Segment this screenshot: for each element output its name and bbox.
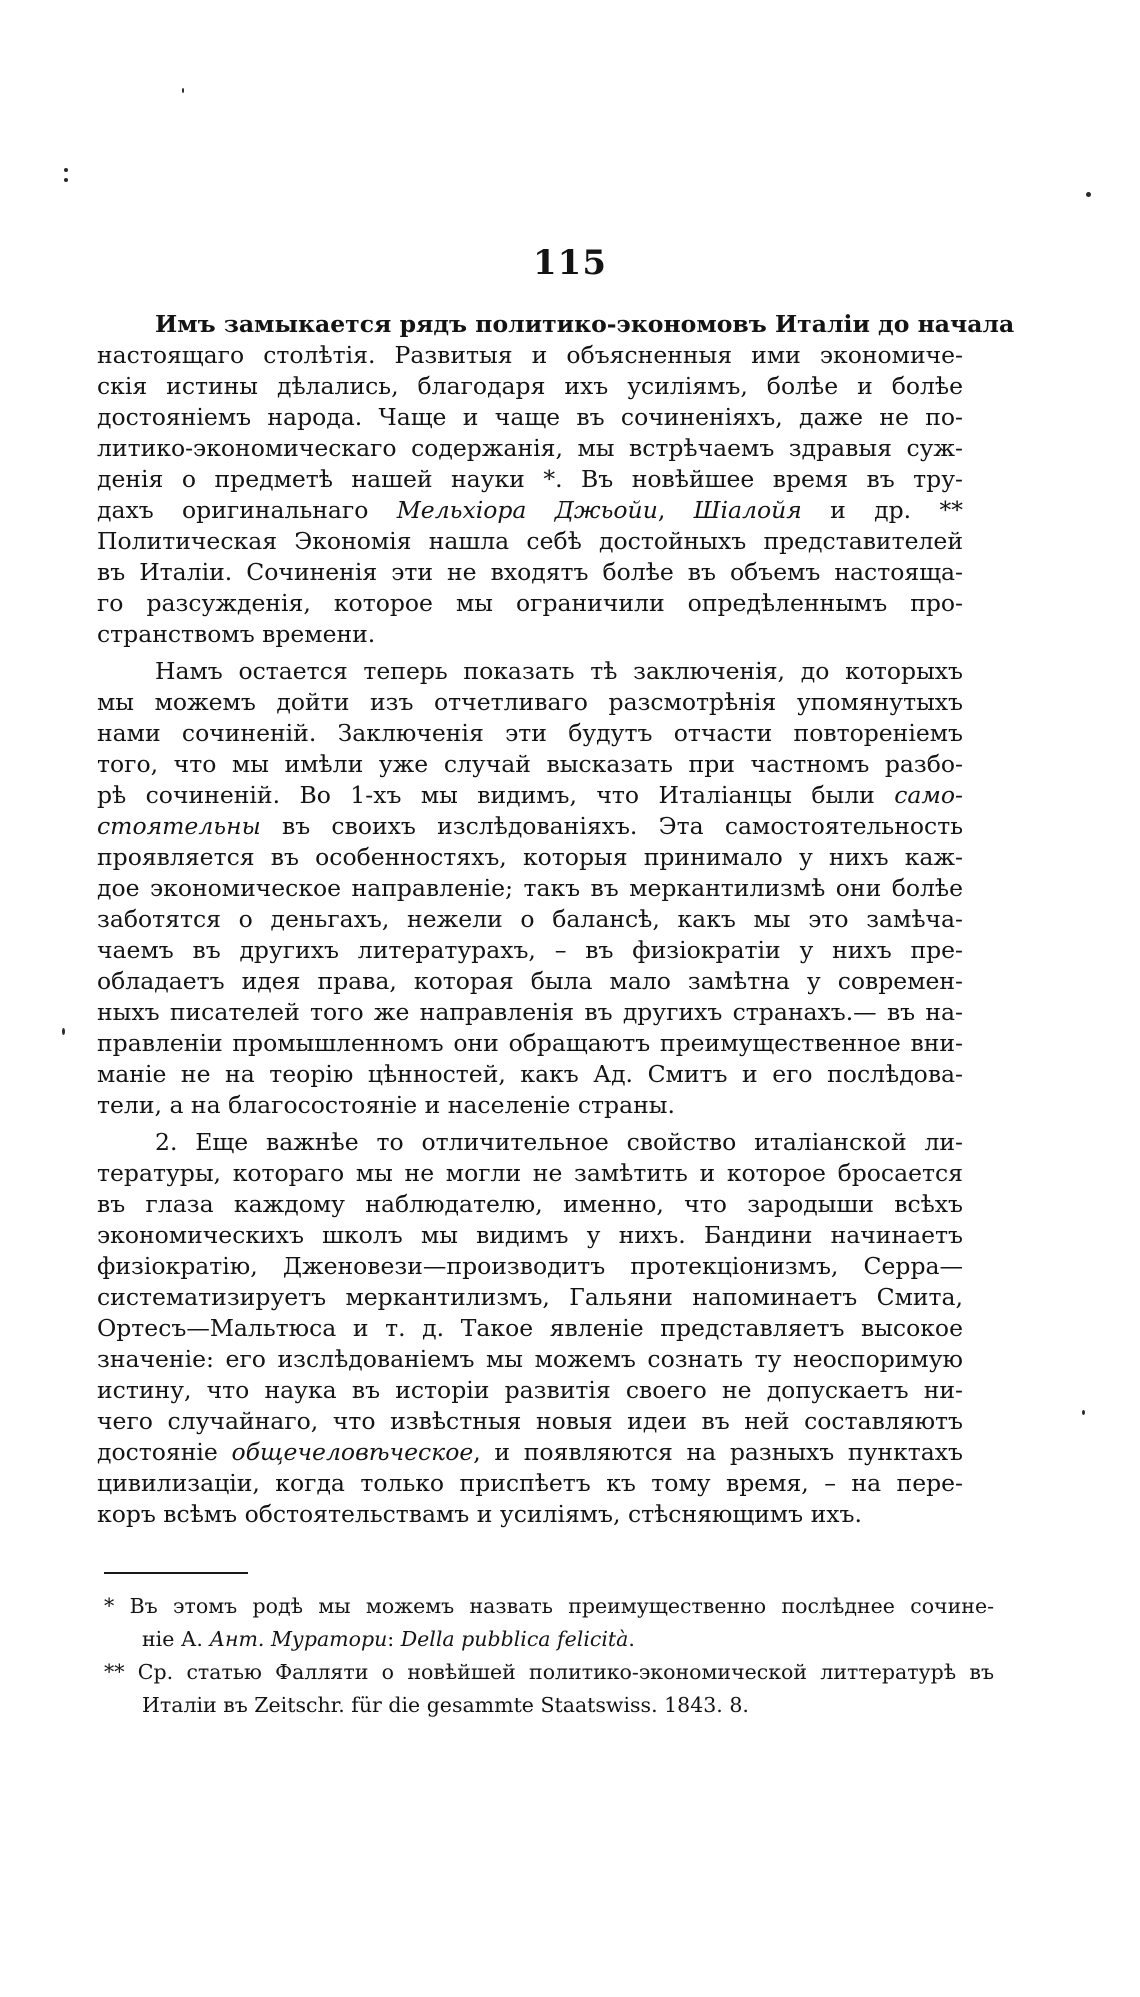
- text-fragment: достояніе: [97, 1438, 232, 1466]
- text-fragment: :: [387, 1627, 401, 1651]
- text-line: коръ всѣмъ обстоятельствамъ и усиліямъ, стѣсняющимъ ихъ.: [97, 1500, 862, 1528]
- text-fragment: ,: [657, 496, 694, 524]
- text-line: того, что мы имѣли уже случай высказать при частномъ разбо-: [97, 750, 963, 778]
- text-fragment: дахъ оригинальнаго: [97, 496, 397, 524]
- text-line: го разсужденія, которое мы ограничили опредѣленнымъ про-: [97, 589, 963, 617]
- scan-speck: [182, 88, 184, 93]
- text-line: правленіи промышленномъ они обращаютъ преимущественное вни-: [97, 1029, 963, 1057]
- text-line: [97, 811, 963, 842]
- text-line: дое экономическое направленіе; такъ въ меркантилизмѣ они болѣе: [97, 874, 963, 902]
- scan-speck: [1086, 192, 1091, 197]
- page-number: 115: [533, 243, 607, 283]
- text-line: обладаетъ идея права, которая была мало замѣтна у современ-: [97, 967, 963, 995]
- text-line: тели, а на благосостояніе и населеніе страны.: [97, 1091, 675, 1119]
- emphasized-word: общечеловѣческое: [231, 1438, 474, 1466]
- footnote-line: [104, 1623, 994, 1656]
- text-line: настоящаго столѣтія. Развитыя и объясненныя ими экономиче-: [97, 341, 963, 369]
- emphasized-name: Мельхіора Джьойи: [396, 496, 658, 524]
- scan-speck: [62, 1028, 65, 1035]
- text-line: значеніе: его изслѣдованіемъ мы можемъ сознать ту неоспоримую: [97, 1345, 963, 1373]
- text-line: Имъ замыкается рядъ политико-экономовъ Италіи до начала: [155, 310, 1015, 338]
- text-line: маніе не на теорію цѣнностей, какъ Ад. Смитъ и его послѣдова-: [97, 1060, 963, 1088]
- text-line: достояніемъ народа. Чаще и чаще въ сочиненіяхъ, даже не по-: [97, 403, 963, 431]
- emphasized-word: стоятельны: [97, 812, 261, 840]
- text-line: экономическихъ школъ мы видимъ у нихъ. Бандини начинаетъ: [97, 1221, 963, 1249]
- text-line: заботятся о деньгахъ, нежели о балансѣ, какъ мы это замѣча-: [97, 905, 963, 933]
- text-line: нами сочиненій. Заключенія эти будутъ отчасти повтореніемъ: [97, 719, 963, 747]
- text-fragment: ніе А.: [142, 1627, 210, 1651]
- text-line: литико-экономическаго содержанія, мы встрѣчаемъ здравыя суж-: [97, 434, 963, 462]
- text-line: денія о предметѣ нашей науки *. Въ новѣйшее время въ тру-: [97, 465, 963, 493]
- main-text: [97, 309, 1015, 1530]
- scan-speck: [1082, 1410, 1085, 1415]
- footnote-line: * Въ этомъ родѣ мы можемъ назвать преимущественно послѣднее сочине-: [104, 1594, 994, 1618]
- text-line: въ Италіи. Сочиненія эти не входятъ болѣе въ объемъ настояща-: [97, 558, 963, 586]
- text-line: Политическая Экономія нашла себѣ достойныхъ представителей: [97, 527, 963, 555]
- footnote-title: Della pubblica felicità: [400, 1627, 629, 1651]
- scan-speck: [64, 168, 68, 172]
- footnote-author: Ант. Муратори: [209, 1627, 388, 1651]
- emphasized-name: Шіалойя: [693, 496, 802, 524]
- text-line: мы можемъ дойти изъ отчетливаго разсмотрѣнія упомянутыхъ: [97, 688, 963, 716]
- text-line: истину, что наука въ исторіи развитія своего не допускаетъ ни-: [97, 1376, 963, 1404]
- footnote-line: Италіи въ Zeitschr. für die gesammte Staatswiss. 1843. 8.: [142, 1693, 749, 1717]
- footnotes: [104, 1590, 994, 1722]
- text-line: [97, 495, 963, 526]
- text-line: [97, 780, 963, 811]
- emphasized-word: само-: [894, 781, 963, 809]
- text-line: цивилизаціи, когда только приспѣетъ къ тому время, – на пере-: [97, 1469, 963, 1497]
- text-line: скія истины дѣлались, благодаря ихъ усиліямъ, болѣе и болѣе: [97, 372, 963, 400]
- text-line: Ортесъ—Мальтюса и т. д. Такое явленіе представляетъ высокое: [97, 1314, 963, 1342]
- text-line: ныхъ писателей того же направленія въ другихъ странахъ.— въ на-: [97, 998, 963, 1026]
- text-fragment: въ своихъ изслѣдованіяхъ. Эта самостоятельность: [260, 812, 963, 840]
- text-line: физіократію, Дженовези—производитъ протекціонизмъ, Серра—: [97, 1252, 963, 1280]
- text-line: проявляется въ особенностяхъ, которыя принимало у нихъ каж-: [97, 843, 963, 871]
- text-line: систематизируетъ меркантилизмъ, Гальяни напоминаетъ Смита,: [97, 1283, 963, 1311]
- footnote-divider: [104, 1572, 248, 1574]
- scan-speck: [64, 178, 68, 182]
- text-line: 2. Еще важнѣе то отличительное свойство италіанской ли-: [155, 1128, 963, 1156]
- footnote-line: ** Ср. статью Фалляти о новѣйшей политико-экономической литтературѣ въ: [104, 1660, 994, 1684]
- text-line: въ глаза каждому наблюдателю, именно, что зародыши всѣхъ: [97, 1190, 963, 1218]
- text-line: Намъ остается теперь показать тѣ заключенія, до которыхъ: [155, 657, 963, 685]
- text-line: странствомъ времени.: [97, 620, 376, 648]
- text-line: [97, 1437, 963, 1468]
- text-line: чаемъ въ другихъ литературахъ, – въ физіократіи у нихъ пре-: [97, 936, 963, 964]
- text-fragment: , и появляются на разныхъ пунктахъ: [473, 1438, 963, 1466]
- text-line: тературы, котораго мы не могли не замѣтить и которое бросается: [97, 1159, 963, 1187]
- text-line: чего случайнаго, что извѣстныя новыя идеи въ ней составляютъ: [97, 1407, 963, 1435]
- text-fragment: и др. **: [801, 496, 963, 524]
- text-fragment: рѣ сочиненій. Во 1-хъ мы видимъ, что Италіанцы были: [97, 781, 895, 809]
- text-fragment: .: [628, 1627, 635, 1651]
